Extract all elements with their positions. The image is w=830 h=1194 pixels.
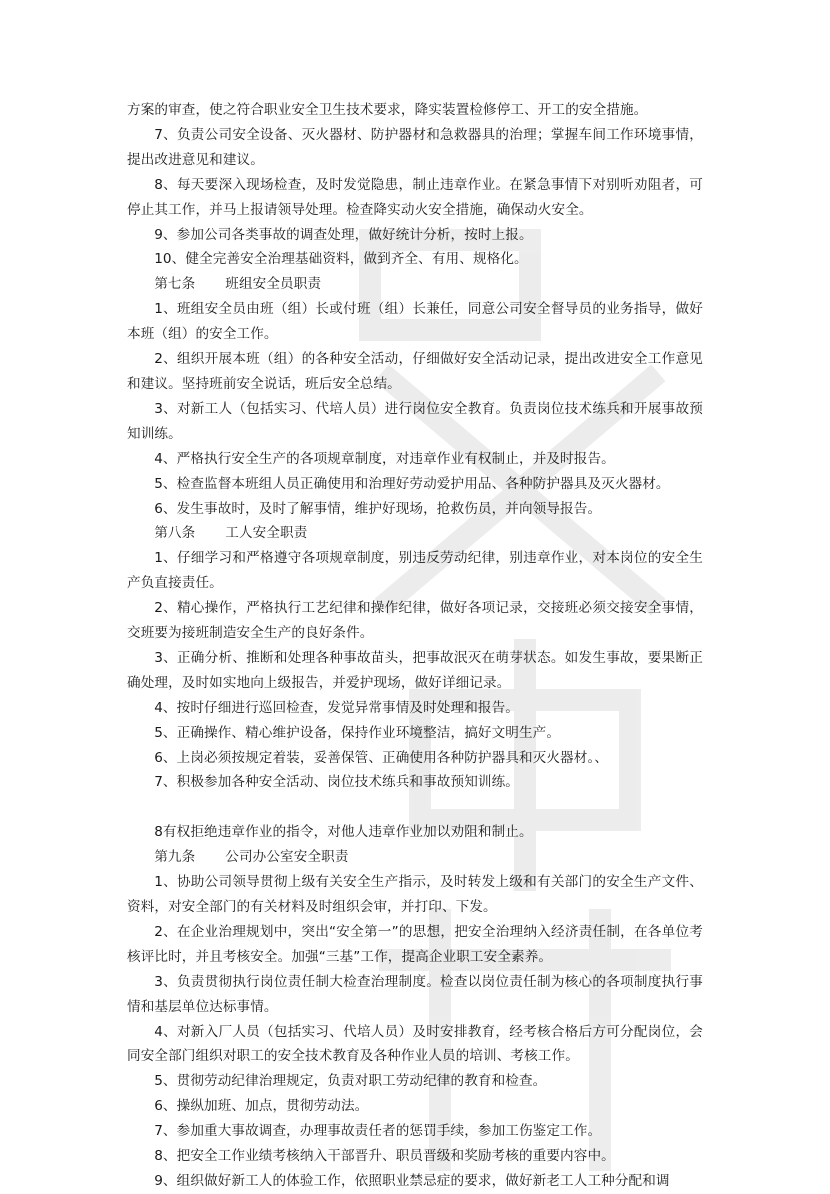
- article-title: 班组安全员职责: [225, 276, 322, 293]
- paragraph: 4、按时仔细进行巡回检查，发觉异常事情及时处理和报告。: [154, 699, 519, 716]
- article-heading-9: [127, 845, 703, 870]
- paragraph: 1、协助公司领导贯彻上级有关安全生产指示，及时转发上级和有关部门的安全生产文件、资料，对安全部门的有关材料及时组织会审，并打印、下发。: [127, 874, 703, 915]
- paragraph: 3、对新工人（包括实习、代培人员）进行岗位安全教育。负责岗位技术练兵和开展事故预知训练。: [127, 400, 703, 442]
- article-title: 公司办公室安全职责: [225, 849, 349, 866]
- document-body: [127, 98, 703, 1194]
- paragraph: 10、健全完善安全治理基础资料，做到齐全、有用、规格化。: [154, 251, 528, 268]
- paragraph: 8、把安全工作业绩考核纳入干部晋升、职员晋级和奖励考核的重要内容中。: [154, 1148, 615, 1165]
- paragraph: 8、每天要深入现场检查，及时发觉隐患，制止违章作业。在紧急事情下对别听劝阻者，可停止其工作，并马上报请领导处理。检查降实动火安全措施，确保动火安全。: [127, 176, 703, 218]
- paragraph: 7、参加重大事故调查，办理事故责任者的惩罚手续，参加工伤鉴定工作。: [154, 1123, 602, 1140]
- paragraph: 6、发生事故时，及时了解事情，维护好现场，抢救伤员，并向领导报告。: [154, 500, 602, 517]
- article-heading-7: [127, 272, 703, 297]
- blank-line: [127, 795, 703, 820]
- paragraph: 7、积极参加各种安全活动、岗位技术练兵和事故预知训练。: [154, 774, 519, 791]
- paragraph: 5、正确操作、精心维护设备，保持作业环境整洁，搞好文明生产。: [154, 724, 561, 741]
- paragraph: 方案的审查，使之符合职业安全卫生技术要求，降实装置检修停工、开工的安全措施。: [127, 102, 648, 118]
- paragraph: 3、正确分析、推断和处理各种事故苗头，把事故泯灭在萌芽状态。如发生事故，要果断正确处理，及时如实地向上级报告，并爱护现场，做好详细记录。: [127, 649, 703, 691]
- paragraph: 6、操纵加班、加点，贯彻劳动法。: [154, 1098, 369, 1115]
- article-heading-8: [127, 521, 703, 546]
- paragraph: 1、班组安全员由班（组）长或付班（组）长兼任，同意公司安全督导员的业务指导，做好本班（组）的安全工作。: [127, 301, 703, 343]
- article-title: 工人安全职责: [225, 525, 308, 542]
- article-number: 第七条: [154, 276, 196, 293]
- paragraph: 7、负责公司安全设备、灭火器材、防护器材和急救器具的治理；掌握车间工作环境事情，提出改进意见和建议。: [127, 126, 703, 168]
- paragraph: 2、精心操作，严格执行工艺纪律和操作纪律，做好各项记录，交接班必须交接安全事情，交班要为接班制造安全生产的良好条件。: [127, 600, 703, 642]
- paragraph: 8有权拒绝违章作业的指令，对他人违章作业加以劝阻和制止。: [154, 824, 533, 841]
- paragraph: 9、组织做好新工人的体验工作，依照职业禁忌症的要求，做好新老工人工种分配和调: [154, 1172, 670, 1189]
- paragraph: 5、检查监督本班组人员正确使用和治理好劳动爱护用品、各种防护器具及灭火器材。: [154, 475, 670, 492]
- paragraph: 2、在企业治理规划中，突出“安全第一”的思想，把安全治理纳入经济责任制，在各单位考核评比时，并且考核安全。加强“三基”工作，提高企业职工安全素养。: [127, 923, 703, 965]
- paragraph: 9、参加公司各类事故的调查处理，做好统计分析，按时上报。: [154, 226, 533, 243]
- paragraph: 4、严格执行安全生产的各项规章制度，对违章作业有权制止，并及时报告。: [154, 450, 615, 467]
- paragraph: 1、仔细学习和严格遵守各项规章制度，别违反劳动纪律，别违章作业，对本岗位的安全生产负直接责任。: [127, 550, 703, 592]
- paragraph: 4、对新入厂人员（包括实习、代培人员）及时安排教育，经考核合格后方可分配岗位，会同安全部门组织对职工的安全技术教育及各种作业人员的培训、考核工作。: [127, 1023, 703, 1065]
- paragraph: 2、组织开展本班（组）的各种安全活动，仔细做好安全活动记录，提出改进安全工作意见和建议。坚持班前安全说话，班后安全总结。: [127, 351, 703, 392]
- paragraph: 6、上岗必须按规定着装，妥善保管、正确使用各种防护器具和灭火器材。、: [154, 749, 609, 766]
- paragraph: 3、负责贯彻执行岗位责任制大检查治理制度。检查以岗位责任制为核心的各项制度执行事情和基层单位达标事情。: [127, 973, 703, 1015]
- article-number: 第九条: [154, 849, 196, 866]
- article-number: 第八条: [154, 525, 196, 542]
- paragraph: 5、贯彻劳动纪律治理规定，负责对职工劳动纪律的教育和检查。: [154, 1073, 547, 1090]
